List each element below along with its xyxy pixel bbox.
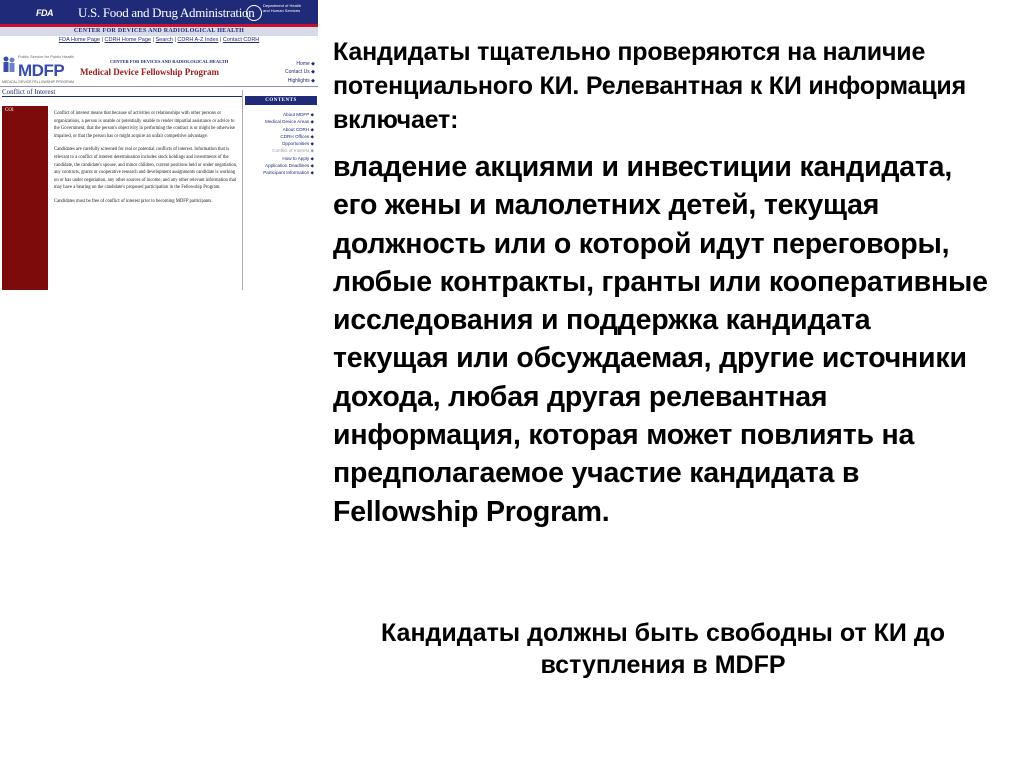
link-search[interactable]: Search	[155, 37, 173, 43]
coi-rule	[2, 96, 242, 97]
contents-link-deadlines[interactable]: Application Deadlines ◆	[265, 163, 314, 169]
coi-heading: Conflict of Interest	[2, 88, 56, 96]
center-bar	[0, 27, 318, 36]
mdfp-subtitle: MEDICAL DEVICE FELLOWSHIP PROGRAM	[2, 80, 74, 84]
right-links	[285, 60, 315, 85]
hhs-seal-icon	[246, 5, 262, 21]
contents-link-device-areas[interactable]: Medical Device Areas ◆	[265, 119, 314, 125]
column-divider	[242, 90, 243, 290]
contents-link-how-to-apply[interactable]: How to Apply ◆	[282, 155, 314, 161]
fda-title: U.S. Food and Drug Administration	[78, 5, 255, 20]
slide-heading: Кандидаты тщательно проверяются на наличие потенциального КИ. Релевантная к КИ информация включает:	[333, 38, 966, 134]
cdrh-line: CENTER FOR DEVICES AND RADIOLOGICAL HEALTH	[110, 59, 229, 64]
top-links: FDA Home Page | CDRH Home Page | Search | CDRH A-Z Index | Contact CDRH	[58, 37, 260, 43]
coi-body	[54, 110, 240, 212]
link-home[interactable]: Home ◆	[296, 61, 315, 67]
link-fda-home[interactable]: FDA Home Page	[58, 37, 101, 43]
coi-paragraph: Conflict of interest means that because of activities or relationships with other persons or organizations, a person is unable or potentially unable to render impartial assistance or advice to the Government, that the person's objectivity in performing the contract is or might be otherwise impaired, or that the person has or might acquire an unfair competitive advantage.	[54, 111, 235, 139]
link-contact-cdrh[interactable]: Contact CDRH	[222, 37, 260, 43]
slide-body: владение акциями и инвестиции кандидата, его жены и малолетних детей, текущая должность или о которой идут переговоры, любые контракты, гранты или кооперативные исследования и поддержка кандидата текущая или обсуждаемая, другие источники дохода, любая другая релевантная информация, которая может повлиять на предполагаемое участие кандидата в Fellowship Program.	[333, 151, 988, 528]
contents-link-about-cdrh[interactable]: About CDRH ◆	[282, 126, 314, 132]
fda-header-bar	[0, 0, 318, 27]
contents-header: CONTENTS	[245, 96, 317, 105]
contents-links	[263, 111, 314, 177]
coi-paragraph: Candidates must be free of conflict of interest prior to becoming MDFP participants.	[54, 198, 213, 204]
contents-link-participant-info[interactable]: Participant Information ◆	[263, 170, 314, 176]
coi-paragraph: Candidates are carefully screened for real or potential conflicts of interest. Information that is relevant to a conflict of interest determination includes stock holdings and investments of the candidate, the candidate's spouse, and minor children, current positions held or under negotiation, any contracts, grants or cooperative research and development assignments candidate is working on or has under negotiation, any other sources of income, and any other relevant information that may have a bearing on the candidate's proposed participation in the Fellowship Program.	[54, 147, 238, 191]
link-contact-us[interactable]: Contact Us ◆	[285, 69, 315, 76]
hhs-text: Department of Health and Human Services	[263, 3, 302, 13]
contents-link-cdrh-offices[interactable]: CDRH Offices ◆	[280, 133, 314, 139]
divider	[0, 86, 318, 87]
link-highlights[interactable]: Highlights ◆	[287, 77, 315, 84]
mdfp-logo: MDFP	[18, 61, 65, 80]
coi-side-panel	[2, 106, 48, 290]
slide-footer: Кандидаты должны быть свободны от КИ до вступления в MDFP	[380, 619, 945, 679]
center-title: CENTER FOR DEVICES AND RADIOLOGICAL HEALTH	[73, 28, 245, 34]
program-title: Medical Device Fellowship Program	[80, 67, 220, 77]
fda-webpage-screenshot	[0, 0, 318, 292]
contents-link-about-mdfp[interactable]: About MDFP ◆	[282, 112, 314, 117]
fda-logo: FDA	[36, 8, 53, 18]
link-cdrh-home[interactable]: CDRH Home Page	[104, 37, 151, 43]
mdfp-people-icon	[2, 55, 16, 75]
contents-link-opportunities[interactable]: Opportunities ◆	[281, 141, 314, 147]
contents-link-conflict-of-interest[interactable]: Conflict of Interest ◆	[272, 148, 314, 154]
link-cdrh-index[interactable]: CDRH A-Z Index	[177, 37, 219, 43]
coi-label: COI	[5, 108, 14, 113]
mdfp-tagline: Public Service for Public Health	[18, 54, 74, 59]
